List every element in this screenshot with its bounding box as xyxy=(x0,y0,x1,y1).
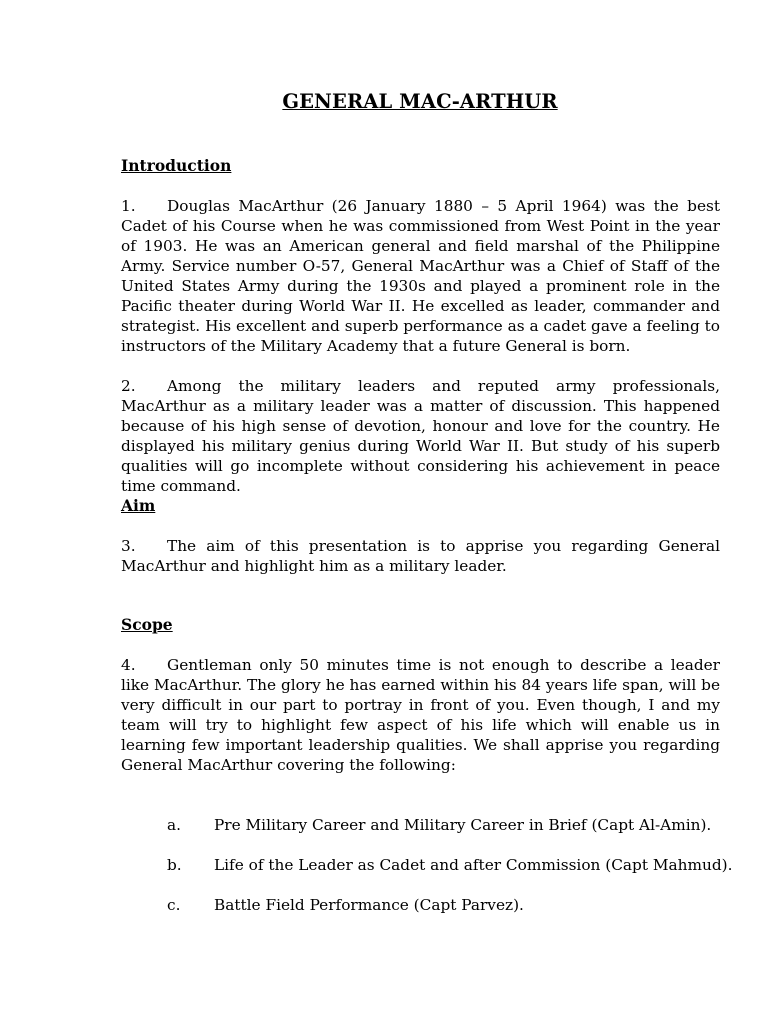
list-item-a xyxy=(167,815,711,835)
document-title: GENERAL MAC-ARTHUR xyxy=(282,90,558,113)
paragraph-text: Gentleman only 50 minutes time is not enough to describe a leader like MacArthur. The glory he has earned within his 84 years life span, will be very difficult in our part to portray in front of you. Even though, I and my team will try to highlight few aspect of his life which will enable us in learning few important leadership qualities. We shall apprise you regarding General MacArthur covering the following: xyxy=(121,656,720,774)
paragraph-number: 1. xyxy=(121,197,136,215)
scope-heading: Scope xyxy=(121,615,173,634)
list-item-letter: c. xyxy=(167,896,181,914)
paragraph-text: The aim of this presentation is to apprise you regarding General MacArthur and highlight him as a military leader. xyxy=(121,537,720,575)
list-item-text: Battle Field Performance (Capt Parvez). xyxy=(214,896,524,914)
paragraph-1 xyxy=(121,196,720,356)
paragraph-text: Among the military leaders and reputed army professionals, MacArthur as a military leader was a matter of discussion. This happened because of his high sense of devotion, honour and love for the country. He displayed his military genius during World War II. But study of his superb qualities will go incomplete without considering his achievement in peace time command. xyxy=(121,377,720,495)
paragraph-number: 4. xyxy=(121,656,136,674)
list-item-letter: b. xyxy=(167,856,182,874)
paragraph-3 xyxy=(121,536,720,576)
list-item-c xyxy=(167,895,524,915)
list-item-letter: a. xyxy=(167,816,181,834)
list-item-b xyxy=(167,855,732,875)
paragraph-4 xyxy=(121,655,720,775)
paragraph-number: 3. xyxy=(121,537,136,555)
aim-heading: Aim xyxy=(121,496,156,515)
paragraph-number: 2. xyxy=(121,377,136,395)
paragraph-2 xyxy=(121,376,720,496)
paragraph-text: Douglas MacArthur (26 January 1880 – 5 April 1964) was the best Cadet of his Course when he was commissioned from West Point in the year of 1903. He was an American general and field marshal of the Philippine Army. Service number O-57, General MacArthur was a Chief of Staff of the United States Army during the 1930s and played a prominent role in the Pacific theater during World War II. He excelled as leader, commander and strategist. His excellent and superb performance as a cadet gave a feeling to instructors of the Military Academy that a future General is born. xyxy=(121,197,720,355)
list-item-text: Pre Military Career and Military Career in Brief (Capt Al-Amin). xyxy=(214,816,712,834)
introduction-heading: Introduction xyxy=(121,156,232,175)
list-item-text: Life of the Leader as Cadet and after Commission (Capt Mahmud). xyxy=(214,856,733,874)
